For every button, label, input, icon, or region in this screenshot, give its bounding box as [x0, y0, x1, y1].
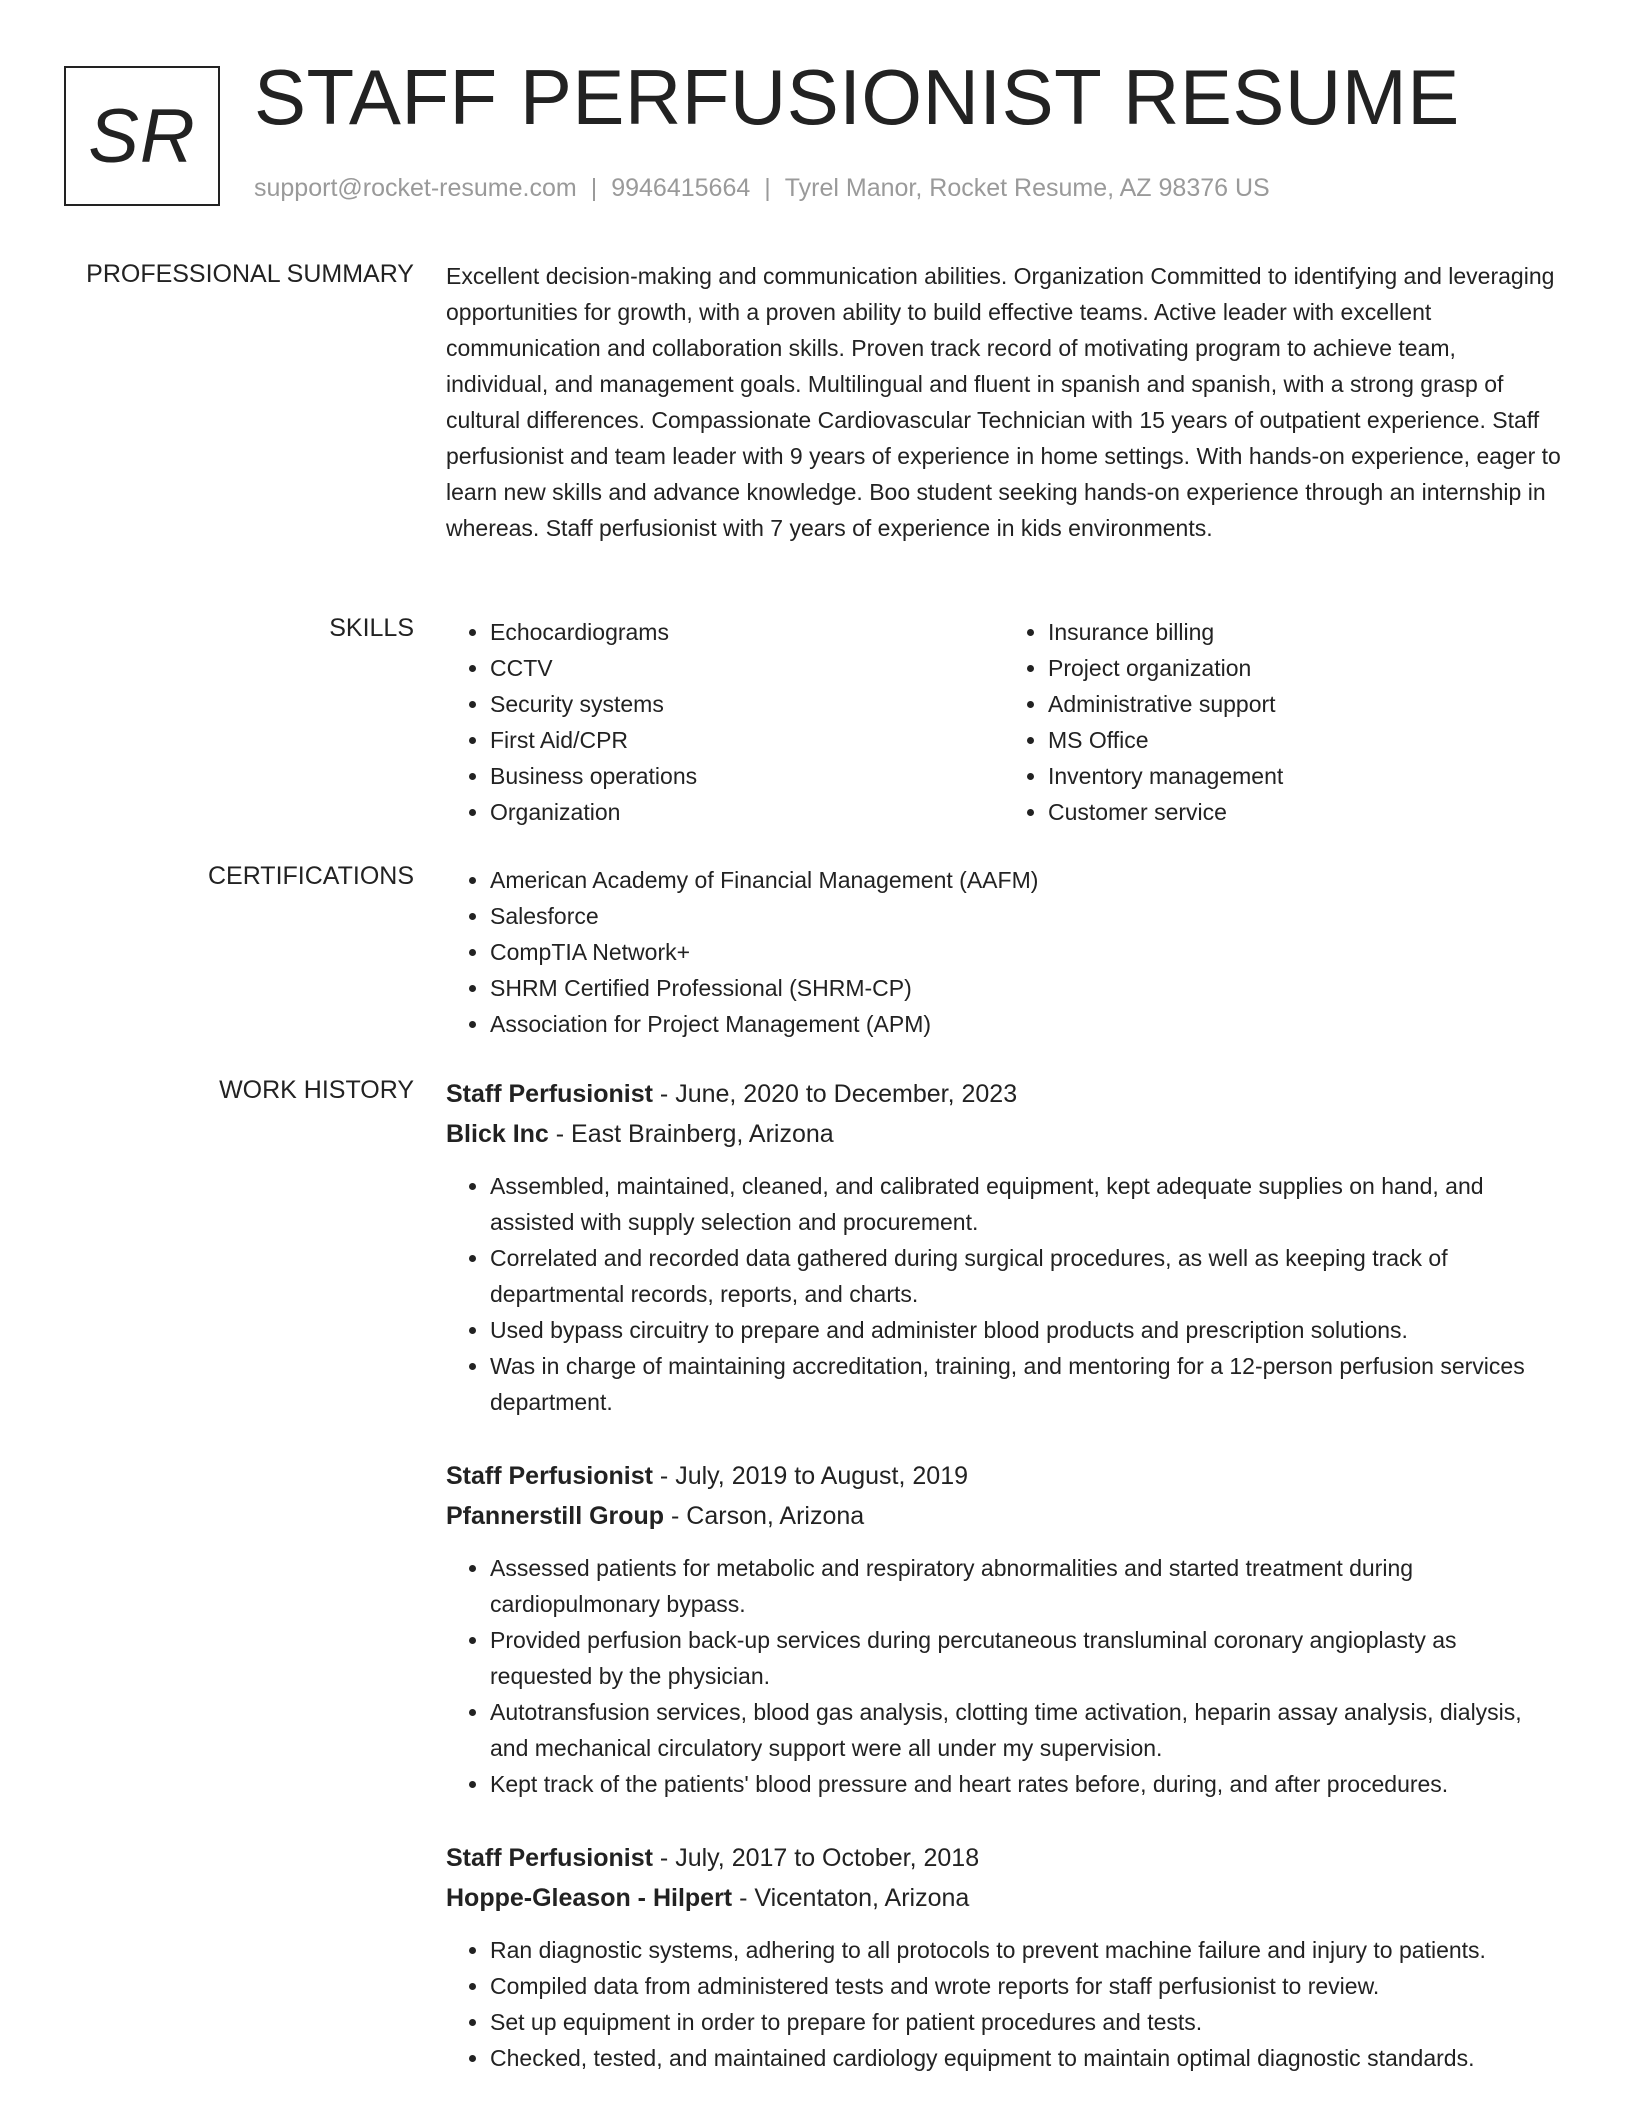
job-dates: - June, 2020 to December, 2023 — [652, 1080, 1018, 1108]
job-company: Pfannerstill Group — [446, 1502, 665, 1530]
job-dates: - July, 2019 to August, 2019 — [652, 1462, 969, 1490]
job-entry — [446, 1456, 1562, 1802]
contact-phone: 9946415664 — [611, 174, 751, 202]
skill-item: • Security systems — [490, 686, 1004, 722]
contact-separator: | — [590, 174, 598, 202]
certification-item: • American Academy of Financial Management (AAFM) — [490, 862, 1562, 898]
certification-item: • Association for Project Management (APM) — [490, 1006, 1562, 1042]
job-duty: • Kept track of the patients' blood pressure and heart rates before, during, and after procedures. — [490, 1766, 1562, 1802]
certifications-list — [446, 862, 1562, 1042]
skill-item: • MS Office — [1048, 722, 1562, 758]
contact-separator: | — [764, 174, 771, 202]
skill-item: • First Aid/CPR — [490, 722, 1004, 758]
skill-item: • Customer service — [1048, 794, 1562, 830]
certifications-heading: CERTIFICATIONS — [207, 862, 414, 890]
job-title-line — [446, 1074, 1562, 1114]
certification-item: • SHRM Certified Professional (SHRM-CP) — [490, 970, 1562, 1006]
skill-item: • Project organization — [1048, 650, 1562, 686]
job-dates: - July, 2017 to October, 2018 — [652, 1844, 980, 1872]
monogram-box — [64, 66, 220, 206]
job-duty: • Ran diagnostic systems, adhering to all protocols to prevent machine failure and injury to patients. — [490, 1932, 1562, 1968]
skill-item: • Echocardiograms — [490, 614, 1004, 650]
job-title-line — [446, 1456, 1562, 1496]
skill-item: • Organization — [490, 794, 1004, 830]
job-duty: • Provided perfusion back-up services during percutaneous transluminal coronary angioplasty as requested by the physician. — [490, 1622, 1562, 1694]
summary-heading: PROFESSIONAL SUMMARY — [86, 260, 414, 288]
job-duties-list — [446, 1550, 1562, 1802]
summary-text: Excellent decision-making and communication abilities. Organization Committed to identifying and leveraging opportunities for growth, with a proven ability to build effective teams. Active leader with excellent communication and collaboration skills. Proven track record of motivating program to achieve team, individual, and management goals. Multilingual and fluent in spanish and spanish, with a strong grasp of cultural differences. Compassionate Cardiovascular Technician with 15 years of outpatient experience. Staff perfusionist and team leader with 9 years of experience in home settings. With hands-on experience, eager to learn new skills and advance knowledge. Boo student seeking hands-on experience through an internship in whereas. Staff perfusionist with 7 years of experience in kids environments. — [446, 263, 1561, 541]
job-company-line — [446, 1114, 1562, 1154]
job-title: Staff Perfusionist — [446, 1844, 653, 1872]
work-history-heading: WORK HISTORY — [219, 1076, 414, 1104]
job-duty: • Set up equipment in order to prepare for patient procedures and tests. — [490, 2004, 1562, 2040]
skill-item: • CCTV — [490, 650, 1004, 686]
job-duty: • Assessed patients for metabolic and respiratory abnormalities and started treatment during cardiopulmonary bypass. — [490, 1550, 1562, 1622]
job-duty: • Autotransfusion services, blood gas analysis, clotting time activation, heparin assay analysis, dialysis, and mechanical circulatory support were all under my supervision. — [490, 1694, 1562, 1766]
job-duty: • Correlated and recorded data gathered during surgical procedures, as well as keeping track of departmental records, reports, and charts. — [490, 1240, 1562, 1312]
skills-list-right — [1004, 614, 1562, 830]
job-company-line — [446, 1878, 1562, 1918]
job-duty: • Used bypass circuitry to prepare and administer blood products and prescription solutions. — [490, 1312, 1562, 1348]
certifications-body — [446, 862, 1562, 1042]
skill-item: • Inventory management — [1048, 758, 1562, 794]
job-location: - East Brainberg, Arizona — [548, 1120, 834, 1148]
job-title-line — [446, 1838, 1562, 1878]
job-location: - Carson, Arizona — [664, 1502, 865, 1530]
contact-email: support@rocket-resume.com — [254, 174, 577, 202]
job-company: Blick Inc — [446, 1120, 549, 1148]
skills-body — [446, 614, 1562, 830]
job-title: Staff Perfusionist — [446, 1462, 653, 1490]
skill-item: • Administrative support — [1048, 686, 1562, 722]
skills-heading: SKILLS — [329, 614, 414, 642]
work-history-body — [446, 1074, 1562, 2112]
monogram-initials: SR — [88, 93, 196, 179]
job-duty: • Compiled data from administered tests and wrote reports for staff perfusionist to review. — [490, 1968, 1562, 2004]
job-duties-list — [446, 1168, 1562, 1420]
job-entry — [446, 1074, 1562, 1420]
job-title: Staff Perfusionist — [446, 1080, 653, 1108]
summary-body — [446, 258, 1562, 546]
resume-title: STAFF PERFUSIONIST RESUME — [254, 53, 1460, 141]
certification-item: • CompTIA Network+ — [490, 934, 1562, 970]
job-location: - Vicentaton, Arizona — [732, 1884, 970, 1912]
contact-address: Tyrel Manor, Rocket Resume, AZ 98376 US — [784, 174, 1270, 202]
job-entry — [446, 1838, 1562, 2076]
job-duties-list — [446, 1932, 1562, 2076]
skill-item: • Business operations — [490, 758, 1004, 794]
job-duty: • Was in charge of maintaining accreditation, training, and mentoring for a 12-person perfusion services department. — [490, 1348, 1562, 1420]
job-company-line — [446, 1496, 1562, 1536]
job-duty: • Checked, tested, and maintained cardiology equipment to maintain optimal diagnostic standards. — [490, 2040, 1562, 2076]
skill-item: • Insurance billing — [1048, 614, 1562, 650]
skills-list-left — [446, 614, 1004, 830]
job-company: Hoppe-Gleason - Hilpert — [446, 1884, 733, 1912]
job-duty: • Assembled, maintained, cleaned, and calibrated equipment, kept adequate supplies on hand, and assisted with supply selection and procurement. — [490, 1168, 1562, 1240]
contact-line — [254, 174, 1270, 203]
certification-item: • Salesforce — [490, 898, 1562, 934]
